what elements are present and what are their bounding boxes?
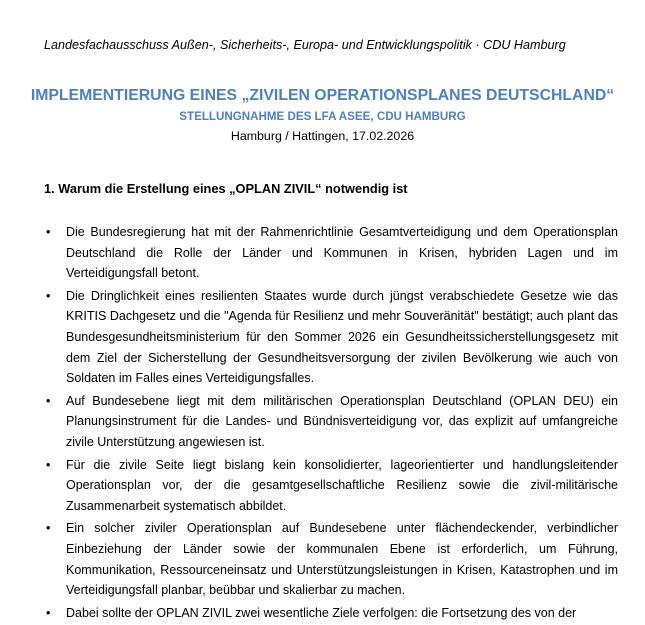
- list-item: [0, 222, 618, 284]
- document-subtitle: STELLUNGNAHME DES LFA ASEE, CDU HAMBURG: [179, 110, 466, 123]
- bullet-marker: •: [46, 288, 51, 303]
- list-item: [0, 518, 618, 600]
- document-title: IMPLEMENTIERUNG EINES „ZIVILEN OPERATIONSPLANES DEUTSCHLAND“: [30, 87, 615, 104]
- bullet-marker: •: [46, 521, 51, 536]
- section-heading: 1. Warum die Erstellung eines „OPLAN ZIVIL“ notwendig ist: [44, 181, 408, 196]
- list-item: [0, 391, 618, 453]
- committee-header: Landesfachausschuss Außen-, Sicherheits-, Europa- und Entwicklungspolitik · CDU Hamburg: [44, 38, 566, 52]
- bullet-marker: •: [46, 457, 51, 472]
- list-item: [0, 286, 618, 389]
- list-item-text: Ein solcher ziviler Operationsplan auf Bundesebene unter flächendeckender, verbindlicher Einbeziehung der Länder sowie der kommunalen Ebene ist erforderlich, um Führung, Kommunikation, Ressourceneinsatz und Unterstützungsleistungen in Krisen, Katastrophen und im Verteidigungsfall planbar, beübbar und skalierbar zu machen.: [66, 521, 618, 598]
- bullet-marker: •: [46, 225, 51, 239]
- bullet-marker: •: [46, 393, 51, 408]
- list-item-text: Für die zivile Seite liegt bislang kein konsolidierter, lageorientierter und handlungsleitender Operationsplan vor, der die gesamtgesellschaftliche Resilienz sowie die zivil-militärische Zusammenarbeit systematisch abbildet.: [66, 457, 618, 513]
- list-item: [0, 455, 618, 517]
- list-item-text: Dabei sollte der OPLAN ZIVIL zwei wesentliche Ziele verfolgen: die Fortsetzung des von der: [66, 605, 577, 620]
- bullet-marker: •: [46, 605, 51, 620]
- list-item: [0, 603, 618, 624]
- list-item-text: Auf Bundesebene liegt mit dem militärischen Operationsplan Deutschland (OPLAN DEU) ein Planungsinstrument für die Landes- und Bündnisverteidigung vor, das explizit auf umfangreiche zivile Unterstützung angewiesen ist.: [66, 393, 618, 449]
- list-item-text: Die Dringlichkeit eines resilienten Staates wurde durch jüngst verabschiedete Gesetze wie das KRITIS Dachgesetz und die "Agenda für Resilienz und mehr Souveränität" bestätigt; auch plant das Bundesgesundheitsministerium für den Sommer 2026 ein Gesundheitssicherstellungsgesetz mit dem Ziel der Sicherstellung der Gesundheitsversorgung der zivilen Bevölkerung wie auch von Soldaten im Falles eines Verteidigungsfalles.: [66, 288, 618, 386]
- bullet-list: [0, 222, 645, 625]
- place-date: Hamburg / Hattingen, 17.02.2026: [230, 129, 415, 143]
- list-item-text: Die Bundesregierung hat mit der Rahmenrichtlinie Gesamtverteidigung und dem Operationsplan Deutschland die Rolle der Länder und Kommunen in Krisen, hybriden Lagen und im Verteidigungsfall betont.: [66, 225, 618, 281]
